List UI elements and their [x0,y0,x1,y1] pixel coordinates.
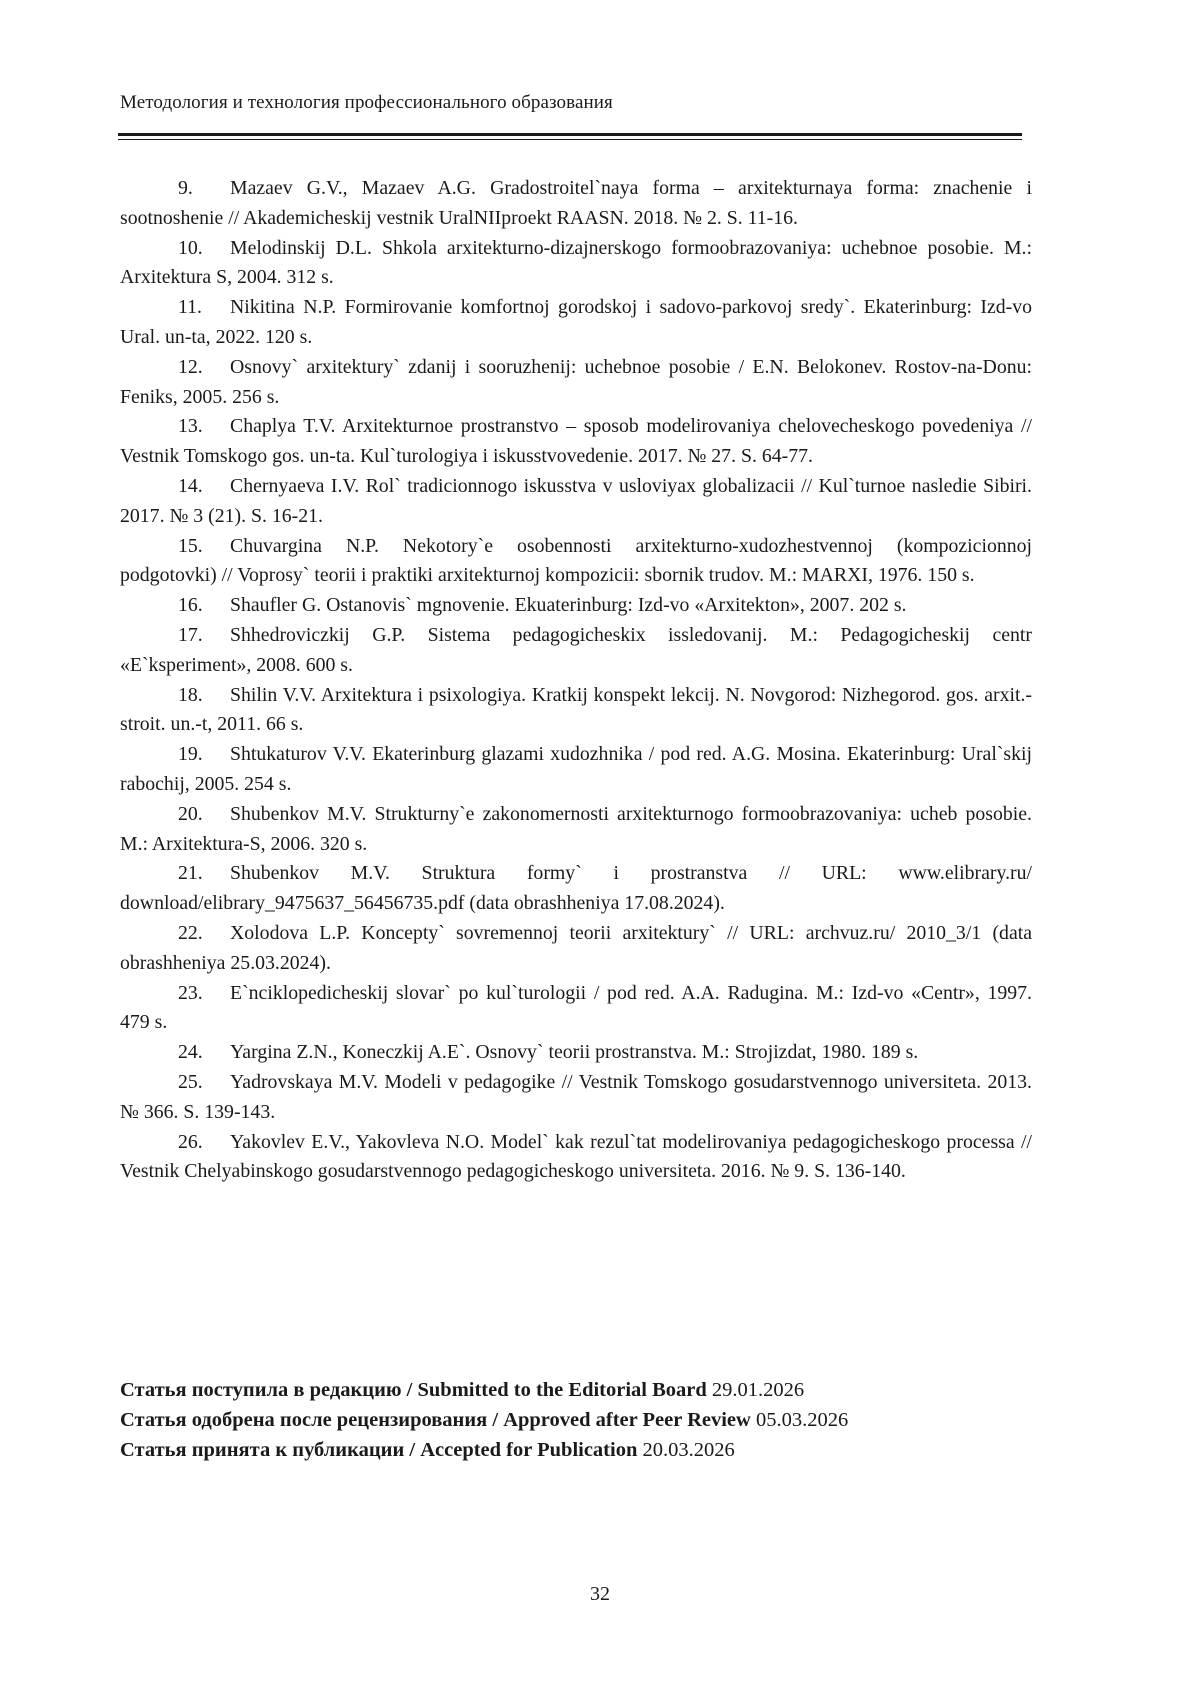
reference-text: Chuvargina N.P. Nekotory`e osobennosti arxitekturno-xudozhestvennoj (kompozicionnoj podgotovki) // Voprosy` teorii i praktiki arxitekturnoj kompozicii: sbornik trudov. M.: MARXI, 1976. 150 s. [120,534,1032,587]
reference-item-18 [120,681,1032,741]
running-header: Методология и технология профессионального образования [120,92,613,113]
reference-item-25 [120,1068,1032,1128]
reference-text: Osnovy` arxitektury` zdanij i sooruzhenij: uchebnoe posobie / E.N. Belokonev. Rostov-na-Donu: Feniks, 2005. 256 s. [120,355,1032,408]
reference-text: Shubenkov M.V. Struktura formy` i prostranstva // URL: www.elibrary.ru/ download/elibrary_9475637_56456735.pdf (data obrashheniya 17.08.2024). [120,862,1032,915]
reference-text: Shilin V.V. Arxitektura i psixologiya. Kratkij konspekt lekcij. N. Novgorod: Nizhegorod. gos. arxit.-stroit. un.-t, 2011. 66 s. [120,683,1032,736]
date-submitted [120,1375,1040,1405]
reference-text: Shhedroviczkij G.P. Sistema pedagogicheskix issledovanij. M.: Pedagogicheskij centr «E`ksperiment», 2008. 600 s. [120,623,1032,676]
reference-text: Yargina Z.N., Koneczkij A.E`. Osnovy` teorii prostranstva. M.: Strojizdat, 1980. 189 s. [230,1041,919,1064]
reference-text: Melodinskij D.L. Shkola arxitekturno-dizajnerskogo formoobrazovaniya: uchebnoe posobie. M.: Arxitektura S, 2004. 312 s. [120,236,1032,289]
reference-text: Chernyaeva I.V. Rol` tradicionnogo iskusstva v usloviyax globalizacii // Kul`turnoe nasledie Sibiri. 2017. № 3 (21). S. 16-21. [120,474,1032,527]
reference-number: 13. [178,415,203,438]
reference-text: Mazaev G.V., Mazaev A.G. Gradostroitel`naya forma – arxitekturnaya forma: znachenie i sootnoshenie // Akademicheskij vestnik UralNIIproekt RAASN. 2018. № 2. S. 11-16. [120,177,1032,229]
reference-number: 26. [178,1130,203,1153]
reference-number: 25. [178,1070,203,1093]
reference-number: 24. [178,1041,203,1064]
reference-number: 17. [178,623,203,646]
reference-text: Yakovlev E.V., Yakovleva N.O. Model` kak rezul`tat modelirovaniya pedagogicheskogo processa // Vestnik Chelyabinskogo gosudarstvennogo pedagogicheskogo universiteta. 2016. № 9. S. 136-140. [120,1130,1032,1183]
reference-number: 18. [178,683,203,706]
reference-item-26 [120,1128,1032,1188]
reference-item-10 [120,234,1032,294]
date-accepted [120,1435,1040,1465]
date-submitted-value: 29.01.2026 [711,1379,805,1401]
reference-number: 23. [178,981,203,1004]
reference-number: 12. [178,355,203,378]
header-rule-thick [118,133,1022,136]
date-submitted-label: Статья поступила в редакцию / Submitted to the Editorial Board [120,1379,707,1401]
reference-number: 22. [178,921,203,944]
page-number: 32 [590,1583,610,1605]
reference-list [120,174,1032,1187]
reference-item-13 [120,412,1032,472]
reference-number: 11. [178,296,202,319]
reference-number: 10. [178,236,203,259]
reference-item-16 [120,591,1032,621]
reference-number: 15. [178,534,203,557]
reference-number: 21. [178,862,203,885]
reference-item-20 [120,800,1032,860]
reference-item-9 [120,174,1032,234]
date-approved-value: 05.03.2026 [755,1409,849,1431]
reference-item-21 [120,859,1032,919]
reference-text: Shaufler G. Ostanovis` mgnovenie. Ekuaterinburg: Izd-vo «Arxitekton», 2007. 202 s. [230,594,907,617]
reference-text: Nikitina N.P. Formirovanie komfortnoj gorodskoj i sadovo-parkovoj sredy`. Ekaterinburg: Izd-vo Ural. un-ta, 2022. 120 s. [120,296,1032,348]
reference-item-11 [120,293,1032,353]
date-approved-label: Статья одобрена после рецензирования / Approved after Peer Review [120,1409,751,1431]
reference-item-22 [120,919,1032,979]
reference-number: 14. [178,474,203,497]
reference-item-14 [120,472,1032,532]
date-accepted-value: 20.03.2026 [642,1439,735,1461]
reference-number: 19. [178,743,203,766]
article-dates [120,1375,1040,1465]
reference-number: 16. [178,594,203,617]
reference-item-15 [120,532,1032,592]
reference-number: 9. [178,177,193,199]
reference-text: E`nciklopedicheskij slovar` po kul`turologii / pod red. A.A. Radugina. M.: Izd-vo «Centr», 1997. 479 s. [120,981,1032,1034]
reference-text: Chaplya T.V. Arxitekturnoe prostranstvo – sposob modelirovaniya chelovecheskogo povedeniya // Vestnik Tomskogo gos. un-ta. Kul`turologiya i iskusstvovedenie. 2017. № 27. S. 64-77. [120,415,1032,468]
reference-text: Shtukaturov V.V. Ekaterinburg glazami xudozhnika / pod red. A.G. Mosina. Ekaterinburg: Ural`skij rabochij, 2005. 254 s. [120,743,1032,795]
reference-item-12 [120,353,1032,413]
header-rule-thin [118,139,1022,140]
reference-text: Yadrovskaya M.V. Modeli v pedagogike // Vestnik Tomskogo gosudarstvennogo universiteta. 2013. № 366. S. 139-143. [120,1070,1032,1123]
reference-text: Xolodova L.P. Koncepty` sovremennoj teorii arxitektury` // URL: archvuz.ru/ 2010_3/1 (data obrashheniya 25.03.2024). [120,921,1032,974]
reference-text: Shubenkov M.V. Strukturny`e zakonomernosti arxitekturnogo formoobrazovaniya: ucheb posobie. M.: Arxitektura-S, 2006. 320 s. [120,802,1032,855]
reference-number: 20. [178,802,203,825]
date-approved [120,1405,1040,1435]
date-accepted-label: Статья принята к публикации / Accepted for Publication [120,1439,638,1461]
reference-item-19 [120,740,1032,800]
reference-item-17 [120,621,1032,681]
reference-item-23 [120,979,1032,1039]
reference-item-24 [120,1038,1032,1068]
